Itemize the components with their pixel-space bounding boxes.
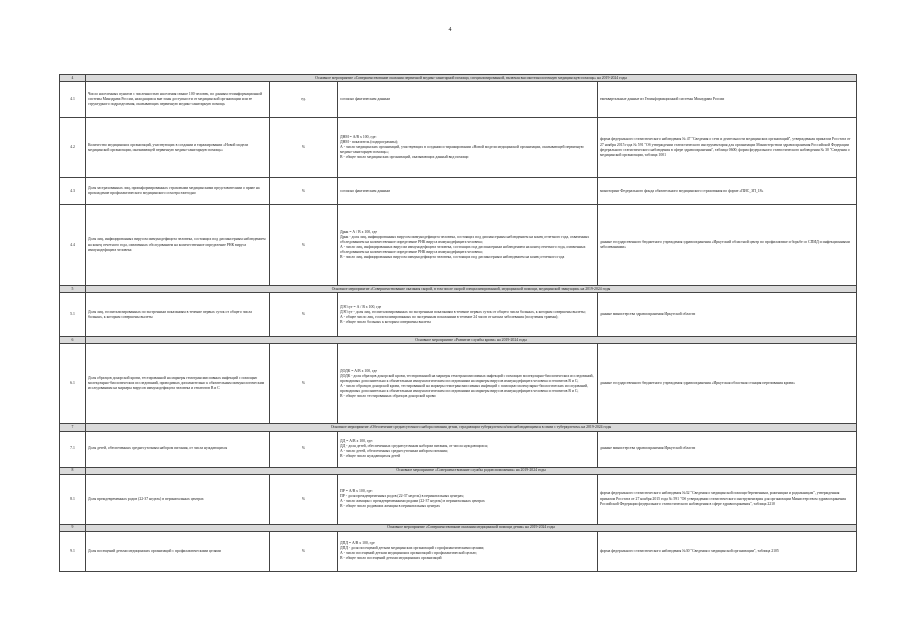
indicator-number: 8.1 (60, 474, 86, 524)
section-title: Основное мероприятие «Совершенствование службы родовспоможения» на 2019-2024 годы (86, 467, 857, 474)
indicator-name: Доля преждевременных родов (22-37 недель) в перинатальных центрах (86, 474, 270, 524)
indicator-source: ежеквартальные данные из Геоинформационной системы Минздрава России (598, 82, 857, 118)
indicator-unit: % (270, 344, 338, 424)
formula-line: В - общее число тестированных образцов донорской крови (340, 394, 436, 399)
indicator-formula (338, 293, 598, 337)
page-number: 4 (448, 27, 452, 33)
formula-line: согласно фактическим данным (340, 188, 390, 193)
indicator-number: 4.4 (60, 205, 86, 286)
indicator-row (60, 431, 857, 467)
formula-line: А - число медицинских организаций, участвующих в создании и тиражировании «Новой модели медицинской организации, оказывающей первичную медико-санитарную помощь»; (340, 145, 584, 155)
formula-line: В - общее число родивших женщин в перинатальных центрах (340, 504, 441, 509)
section-row (60, 424, 857, 431)
indicator-unit: % (270, 293, 338, 337)
section-title: Основное мероприятие «Совершенствование оказания медицинской помощи детям» на 2019-2024 годы (86, 524, 857, 531)
indicator-unit: % (270, 431, 338, 467)
section-number: 7 (60, 424, 86, 431)
indicators-table (59, 74, 857, 572)
indicator-source: данные министерства здравоохранения Иркутской области (598, 293, 857, 337)
section-number: 8 (60, 467, 86, 474)
indicator-unit: % (270, 531, 338, 571)
indicator-unit: ед. (270, 82, 338, 118)
indicator-source: форма федерального статистического наблюдения № 47 "Сведения о сети и деятельности медицинских организаций", утвержденная приказом Росстата от 27 ноября 2015 года № 591 "Об утверждении статистического инструментария для организации Министерством здравоохранения Российской Федерации федерального статистического наблюдения в сфере здравоохранения", таблица 0600; форма федерального статистического наблюдения № 30 "Сведения о медицинской организации, таблица 1001 (598, 118, 857, 178)
indicator-row (60, 178, 857, 205)
section-title: Основное мероприятие «Развитие службы крови» на 2019-2024 годы (86, 337, 857, 344)
formula-line: В - общее число нуждающихся детей (340, 454, 401, 459)
indicator-source: данные государственного бюджетного учреждения здравоохранения «Иркутский областной центр по профилактике и борьбе со СПИД и инфекционными заболеваниями» (598, 205, 857, 286)
indicator-formula (338, 474, 598, 524)
section-title: Основное мероприятие «Совершенствование оказания первичной медико-санитарной помощи, специализированной, включая высокотехнологичную медицинскую помощь» на 2019-2024 годы (86, 75, 857, 82)
indicator-source: форма федерального статистического наблюдения №30 "Сведения о медицинской организации", таблица 2105 (598, 531, 857, 571)
indicator-name: Количество медицинских организаций, участвующих в создании и тиражировании «Новой модели медицинской организации, оказывающей первичную медико-санитарную помощь» (86, 118, 270, 178)
indicator-number: 9.1 (60, 531, 86, 571)
indicator-row (60, 118, 857, 178)
indicator-row (60, 474, 857, 524)
section-row (60, 524, 857, 531)
indicator-name: Доля посещений детьми медицинских организаций с профилактическими целями (86, 531, 270, 571)
formula-line: ПР - доля преждевременных родов (22-37 недель) в перинатальных центрах; (340, 494, 465, 498)
formula-line: ДЭГсут = А / В х 100, где (340, 304, 382, 309)
formula-line: ДНМ - показатель (подпрограммы); (340, 139, 398, 144)
section-number: 4 (60, 75, 86, 82)
indicator-name: Доля детей, обеспеченных среднесуточным набором питания, от числа нуждающихся (86, 431, 270, 467)
indicator-row (60, 344, 857, 424)
indicator-formula (338, 344, 598, 424)
section-title: Основное мероприятие «Обеспечение среднесуточного набора питания детям, страдающим туберкулезом и/или наблюдающимся в связи с туберкулезом» на 2019-2024 годы (86, 424, 857, 431)
indicator-number: 4.2 (60, 118, 86, 178)
indicator-number: 7.1 (60, 431, 86, 467)
section-title: Основное мероприятие «Совершенствование оказания скорой, в том числе скорой специализированной, медицинской помощи, медицинской эвакуации» на 2019-2024 годы (86, 286, 857, 293)
section-row (60, 286, 857, 293)
formula-line: Дрнк = А / В х 100, где (340, 229, 378, 234)
formula-line: ДЭГсут - доля лиц, госпитализированных по экстренным показаниям в течение первых суток от общего числа больных, к которым совершены вылеты; (340, 309, 586, 314)
indicator-source: данные государственного бюджетного учреждения здравоохранения «Иркутская областная станция переливания крови» (598, 344, 857, 424)
formula-line: А - число лиц, инфицированных вирусом иммунодефицита человека, состоящих под диспансерным наблюдением на конец отчетного года, охваченных обследованием на количественное определение РНК вируса иммунодефицита человека; (340, 245, 586, 255)
indicator-formula (338, 178, 598, 205)
indicator-name: Доля застрахованных лиц, проинформированных страховыми медицинскими представителями о праве на прохождение профилактического медицинского осмотра ежегодно (86, 178, 270, 205)
formula-line: ДПД = А/В х 100, где (340, 541, 375, 545)
indicator-unit: % (270, 474, 338, 524)
formula-line: Дрнк - доля лиц, инфицированных вирусом иммунодефицита человека, состоящих под диспансерным наблюдением на конец отчетного года, охваченных обследованием на количественное определение РНК вируса иммунодефицита человека; (340, 234, 590, 244)
indicator-name: Доля лиц, инфицированных вирусом иммунодефицита человека, состоящих под диспансерным наблюдением на конец отчетного года, охваченных обследованием на количественное определение РНК вируса иммунодефицита человека (86, 205, 270, 286)
section-number: 5 (60, 286, 86, 293)
formula-line: ДОДК - доля образцов донорской крови, тестированной на маркеры гемотрансмиссивных инфекций с помощью молекулярно-биологических исследований, проводимых дополнительно к обязательным иммунологическим исследованиям на маркеры вирусов иммунодефицита человека и гепатитов В и С; (340, 373, 594, 383)
formula-line: согласно фактическим данным (340, 97, 390, 102)
section-row (60, 467, 857, 474)
formula-line: А - число женщин с преждевременными родами (22-37 недель) в перинатальных центрах (340, 499, 485, 504)
indicator-row (60, 293, 857, 337)
section-number: 9 (60, 524, 86, 531)
section-number: 6 (60, 337, 86, 344)
indicator-formula (338, 82, 598, 118)
indicator-number: 4.3 (60, 178, 86, 205)
formula-line: А - число посещений детьми медицинских организаций с профилактической целью; (340, 551, 477, 556)
indicator-formula (338, 431, 598, 467)
formula-line: А - число образцов донорской крови, тестированной на маркеры гемотрансмиссивных инфекций с помощью молекулярно-биологических исследований, проводимых дополнительно к обязательным иммунологическим исследованиям на маркеры вирусов иммунодефицита человека и гепатитов В и С; (340, 383, 589, 393)
indicator-number: 6.1 (60, 344, 86, 424)
indicator-unit: % (270, 205, 338, 286)
indicator-unit: % (270, 178, 338, 205)
indicator-name: Число населенных пунктов с численностью населения свыше 100 человек, по данным геоинформационной системы Минздрава России, находящихся вне зоны доступности от медицинской организации или ее структурного подразделения, оказывающих первичную медико-санитарную помощь (86, 82, 270, 118)
indicator-source: данные министерства здравоохранения Иркутской области (598, 431, 857, 467)
section-row (60, 337, 857, 344)
indicator-name: Доля лиц, госпитализированных по экстренным показаниям в течение первых суток от общего числа больных, к которым совершены вылеты (86, 293, 270, 337)
formula-line: ПР = А/В х 100, где: (340, 488, 373, 493)
formula-line: В - число лиц, инфицированных вирусом иммунодефицита человека, состоящих под диспансерным наблюдением на конец отчетного года (340, 255, 565, 260)
formula-line: А - общее число лиц, госпитализированных по экстренным показаниям в течение 24 часов от начала заболевания (получения травмы); (340, 314, 559, 319)
indicator-formula (338, 205, 598, 286)
indicator-row (60, 531, 857, 571)
indicator-name: Доля образцов донорской крови, тестированной на маркеры гемотрансмиссивных инфекций с помощью молекулярно-биологических исследований, проводимых дополнительно к обязательным иммунологическим исследованиям на маркеры вирусов иммунодефицита человека и гепатитов В и С (86, 344, 270, 424)
indicator-unit: % (270, 118, 338, 178)
indicator-row (60, 205, 857, 286)
formula-line: ДПД - доля посещений детьми медицинских организаций с профилактическими целями; (340, 546, 485, 551)
section-row (60, 75, 857, 82)
indicator-row (60, 82, 857, 118)
indicator-source: мониторинг Федерального фонда обязательного медицинского страхования по форме «ПИС_3П_18» (598, 178, 857, 205)
formula-line: А - число детей, обеспеченных среднесуточным набором питания; (340, 449, 448, 453)
indicator-source: форма федерального статистического наблюдения №32 "Сведения о медицинской помощи беременным, роженицам и родильницам", утвержденная приказом Росстата от 27 ноября 2015 года № 591 "Об утверждении статистического инструментария для организации Министерством здравоохранения Российской Федерации федерального статистического наблюдения в сфере здравоохранения", таблица 2210 (598, 474, 857, 524)
formula-line: ДОДК = А/В х 100, где (340, 368, 378, 373)
formula-line: ДД - доля детей, обеспеченных среднесуточным набором питания, от числа нуждающихся; (340, 443, 488, 448)
formula-line: В - общее число посещений детьми медицинских организаций (340, 556, 442, 561)
formula-line: ДД = А/В х 100, где: (340, 438, 373, 443)
indicator-number: 5.1 (60, 293, 86, 337)
formula-line: ДНМ = А/В х 100, где: (340, 134, 377, 139)
formula-line: В - общее число больных к которым совершены вылеты (340, 319, 431, 324)
indicator-formula (338, 531, 598, 571)
formula-line: В - общее число медицинских организаций, оказывающих данный вид помощи (340, 155, 469, 160)
indicator-formula (338, 118, 598, 178)
indicator-number: 4.1 (60, 82, 86, 118)
